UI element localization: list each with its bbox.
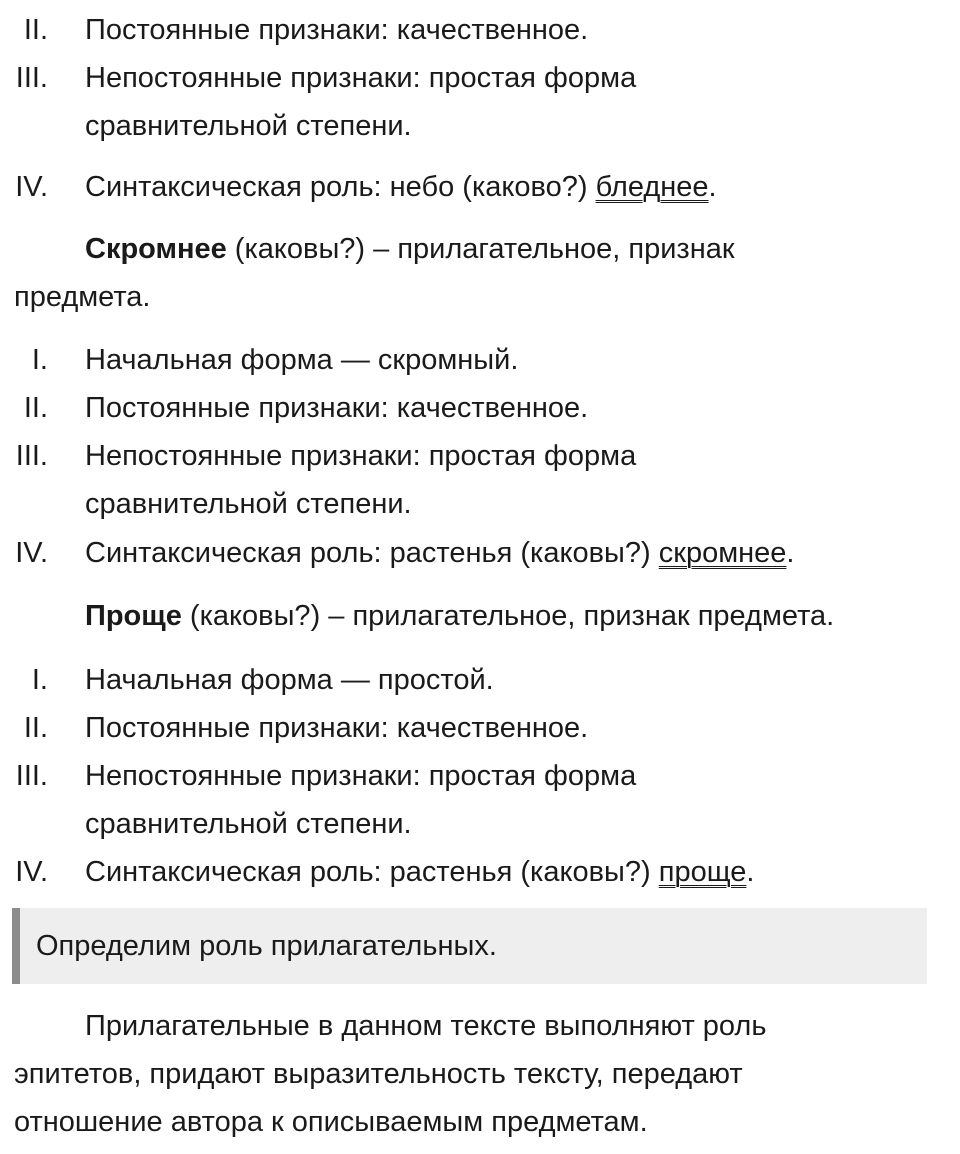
list-text: Непостоянные признаки: простая форма	[85, 760, 637, 792]
list-number: III.	[15, 760, 48, 792]
list-continuation: сравнительной степени.	[85, 110, 412, 142]
list-number: I.	[31, 664, 48, 696]
adjective-term: Проще	[85, 600, 182, 632]
list-text: Постоянные признаки: качественное.	[85, 712, 589, 744]
list-continuation: сравнительной степени.	[85, 808, 412, 840]
list-text: Начальная форма — простой.	[85, 664, 494, 696]
list-text: Синтаксическая роль: растенья (каковы?) скромнее.	[85, 537, 795, 569]
list-number: III.	[15, 440, 48, 472]
list-item	[0, 754, 960, 798]
list-item	[0, 338, 960, 382]
list-item	[0, 8, 960, 52]
underlined-word: проще	[658, 856, 747, 888]
list-text: Постоянные признаки: качественное.	[85, 14, 589, 46]
list-number: IV.	[15, 171, 48, 203]
list-item	[0, 165, 960, 209]
underlined-word: скромнее	[658, 537, 787, 569]
list-number: II.	[23, 14, 48, 46]
list-item	[0, 706, 960, 750]
list-text: Непостоянные признаки: простая форма	[85, 62, 637, 94]
list-item	[0, 434, 960, 478]
adjective-term: Скромнее	[85, 233, 227, 265]
list-item	[0, 658, 960, 702]
underlined-word: бледнее	[595, 171, 709, 203]
list-number: I.	[31, 344, 48, 376]
section-callout	[12, 908, 927, 984]
adjective-intro: Проще (каковы?) – прилагательное, признак предмета.	[85, 600, 835, 632]
list-item	[0, 56, 960, 100]
adjective-intro: Скромнее (каковы?) – прилагательное, признак предмета.	[14, 233, 735, 313]
list-item	[0, 531, 960, 575]
callout-text: Определим роль прилагательных.	[36, 930, 497, 962]
list-number: II.	[23, 392, 48, 424]
list-text: Постоянные признаки: качественное.	[85, 392, 589, 424]
list-item	[0, 850, 960, 894]
list-text: Синтаксическая роль: растенья (каковы?) проще.	[85, 856, 755, 888]
list-number: IV.	[15, 537, 48, 569]
list-text: Непостоянные признаки: простая форма	[85, 440, 637, 472]
list-continuation: сравнительной степени.	[85, 488, 412, 520]
list-text: Синтаксическая роль: небо (каково?) бледнее.	[85, 171, 717, 203]
list-number: II.	[23, 712, 48, 744]
list-number: IV.	[15, 856, 48, 888]
list-item	[0, 386, 960, 430]
list-number: III.	[15, 62, 48, 94]
list-text: Начальная форма — скромный.	[85, 344, 519, 376]
conclusion-paragraph: Прилагательные в данном тексте выполняют роль эпитетов, придают выразительность тексту, передают отношение автора к описываемым предметам.	[14, 1010, 767, 1138]
